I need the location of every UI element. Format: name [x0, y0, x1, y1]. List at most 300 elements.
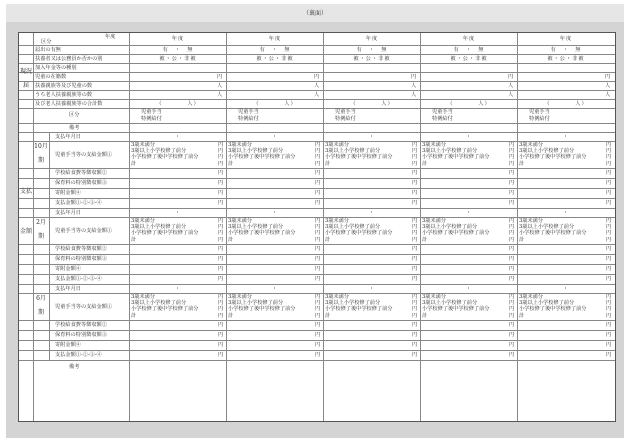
basic-line: 計 [228, 160, 234, 167]
basic-line: 小学校修了後中学校修了前分 [228, 154, 296, 161]
payment-label: 保育料の特別徴収額③ [55, 180, 107, 186]
amount-yen: 円 [606, 170, 612, 176]
basic-line: 3歳以上小学校修了前分 [422, 300, 478, 307]
basic-line: 計 [422, 312, 428, 319]
corner-top: 年度 [105, 34, 116, 40]
date-dot: ・ [562, 209, 570, 216]
amount-yen: 円 [412, 352, 418, 358]
date-dot: ・ [174, 133, 182, 140]
amount-yen: 円 [606, 342, 612, 348]
status-value: 人 [314, 82, 320, 89]
payment-label: 児童手当等の支給金額① [55, 303, 113, 310]
amount-yen: 円 [509, 352, 515, 358]
basic-line: 3歳未満分 [422, 218, 447, 224]
basic-yen: 円 [412, 300, 418, 307]
basic-yen: 円 [218, 294, 224, 300]
row-line-pay [19, 360, 615, 361]
col-sep [420, 33, 421, 421]
form-title: （裏面） [302, 10, 327, 17]
status-value: 人 [314, 91, 320, 98]
class-opt1: 児童手当 [335, 109, 356, 115]
basic-line: 3歳以上小学校修了前分 [228, 300, 284, 307]
basic-line: 3歳未満分 [422, 294, 447, 300]
basic-yen: 円 [315, 154, 321, 161]
payment-label: 学校給食費等徴収額② [55, 322, 107, 328]
basic-yen: 円 [315, 236, 321, 243]
amount-yen: 円 [509, 170, 515, 176]
basic-line: 3歳未満分 [422, 142, 447, 148]
status-value: 人 [217, 91, 223, 98]
amount-yen: 円 [218, 332, 224, 338]
basic-line: 3歳未満分 [325, 142, 350, 148]
status-value: 人 [605, 91, 611, 98]
amount-yen: 円 [509, 266, 515, 272]
status-label: 届出の有無 [35, 46, 61, 53]
class-opt2: 特例給付 [335, 116, 356, 122]
amount-yen: 円 [315, 246, 321, 252]
basic-line: 小学校修了後中学校修了前分 [422, 306, 490, 313]
date-dot: ・ [465, 133, 473, 140]
amount-yen: 円 [412, 170, 418, 176]
basic-yen: 円 [315, 148, 321, 155]
payment-label: 支払金額①-②-③-④ [55, 200, 102, 206]
status-value: 有 ・ 無 [356, 46, 388, 53]
amount-yen: 円 [412, 246, 418, 252]
basic-yen: 円 [315, 230, 321, 237]
basic-line: 小学校修了後中学校修了前分 [325, 154, 393, 161]
basic-line: 計 [131, 312, 137, 319]
class-opt2: 特例給付 [238, 116, 259, 122]
status-value: 円 [314, 73, 320, 80]
payment-label: 支払年月日 [55, 209, 81, 216]
basic-yen: 円 [315, 160, 321, 167]
basic-yen: 円 [412, 230, 418, 237]
class-opt1: 児童手当 [432, 109, 453, 115]
status-value: 被・公・非被 [547, 55, 585, 62]
class-opt1: 児童手当 [141, 109, 162, 115]
status-value: 被・公・非被 [256, 55, 294, 62]
amount-yen: 円 [606, 256, 612, 262]
basic-line: 3歳未満分 [131, 294, 156, 300]
period-header: 年度 [171, 36, 185, 42]
basic-yen: 円 [315, 224, 321, 231]
basic-line: 3歳未満分 [325, 294, 350, 300]
basic-yen: 円 [606, 300, 612, 307]
basic-yen: 円 [412, 236, 418, 243]
payment-label: 学校給食費等徴収額② [55, 170, 107, 176]
row-line-status [19, 108, 615, 109]
basic-yen: 円 [218, 224, 224, 231]
basic-yen: 円 [412, 306, 418, 313]
basic-line: 3歳以上小学校修了前分 [519, 300, 575, 307]
basic-line: 計 [325, 160, 331, 167]
status-value: 人 [411, 82, 417, 89]
basic-line: 小学校修了後中学校修了前分 [519, 306, 587, 313]
amount-yen: 円 [509, 256, 515, 262]
row-line-pay [19, 244, 615, 245]
amount-yen: 円 [218, 266, 224, 272]
payment-label: 児童手当等の支給金額① [55, 151, 113, 158]
status-value: 円 [411, 73, 417, 80]
basic-yen: 円 [218, 148, 224, 155]
month-label: 10月期 [34, 143, 48, 164]
payment-label: 支払年月日 [55, 285, 81, 292]
class-opt1: 児童手当 [238, 109, 259, 115]
basic-line: 3歳以上小学校修了前分 [131, 148, 187, 155]
basic-yen: 円 [606, 160, 612, 167]
col-sep-label [129, 33, 130, 421]
basic-yen: 円 [509, 306, 515, 313]
class-opt2: 特例給付 [141, 116, 162, 122]
basic-line: 3歳未満分 [519, 294, 544, 300]
period-header: 年度 [559, 36, 573, 42]
basic-yen: 円 [218, 306, 224, 313]
basic-yen: 円 [412, 312, 418, 319]
basic-line: 計 [519, 160, 525, 167]
status-value: 人 [411, 91, 417, 98]
basic-yen: 円 [509, 312, 515, 319]
date-dot: ・ [368, 285, 376, 292]
basic-yen: 円 [315, 300, 321, 307]
amount-yen: 円 [606, 276, 612, 282]
date-dot: ・ [368, 209, 376, 216]
basic-yen: 円 [509, 300, 515, 307]
amount-yen: 円 [218, 170, 224, 176]
row-line-class [19, 123, 615, 124]
basic-yen: 円 [412, 148, 418, 155]
basic-line: 小学校修了後中学校修了前分 [422, 154, 490, 161]
basic-yen: 円 [218, 160, 224, 167]
row-line-pay [19, 350, 615, 351]
basic-yen: 円 [412, 154, 418, 161]
basic-yen: 円 [315, 306, 321, 313]
basic-yen: 円 [315, 218, 321, 224]
row-line-pay [19, 340, 615, 341]
basic-line: 小学校修了後中学校修了前分 [228, 230, 296, 237]
row-line-pay [19, 178, 615, 179]
status-value: （ 人） [447, 100, 491, 107]
status-value: 人 [508, 82, 514, 89]
date-dot: ・ [174, 285, 182, 292]
basic-line: 3歳未満分 [228, 294, 253, 300]
basic-yen: 円 [509, 224, 515, 231]
amount-yen: 円 [606, 180, 612, 186]
status-value: 人 [605, 82, 611, 89]
basic-line: 計 [325, 312, 331, 319]
form-grid [18, 32, 616, 422]
payment-label: 保育料の特別徴収額③ [55, 332, 107, 338]
basic-yen: 円 [509, 160, 515, 167]
basic-line: 3歳未満分 [519, 142, 544, 148]
date-dot: ・ [271, 209, 279, 216]
amount-yen: 円 [315, 170, 321, 176]
row-line-pay [19, 274, 615, 275]
basic-line: 3歳以上小学校修了前分 [228, 148, 284, 155]
basic-line: 計 [422, 236, 428, 243]
corner-bottom: 区分 [41, 39, 52, 45]
month-label: 2月期 [36, 219, 46, 240]
status-value: （ 人） [544, 100, 588, 107]
period-header: 年度 [268, 36, 282, 42]
basic-line: 3歳以上小学校修了前分 [325, 148, 381, 155]
basic-yen: 円 [218, 154, 224, 161]
basic-yen: 円 [509, 218, 515, 224]
amount-yen: 円 [606, 200, 612, 206]
amount-yen: 円 [412, 256, 418, 262]
amount-yen: 円 [509, 190, 515, 196]
amount-yen: 円 [606, 246, 612, 252]
amount-yen: 円 [315, 266, 321, 272]
basic-yen: 円 [509, 142, 515, 148]
amount-yen: 円 [218, 276, 224, 282]
status-value: 人 [508, 91, 514, 98]
status-label: 扶養者又は公務員か否かの別 [35, 55, 103, 62]
payment-label: 寄附金額④ [55, 190, 81, 196]
row-line-pay [19, 320, 615, 321]
amount-yen: 円 [315, 256, 321, 262]
amount-yen: 円 [606, 352, 612, 358]
basic-yen: 円 [606, 312, 612, 319]
period-header: 年度 [462, 36, 476, 42]
basic-line: 小学校修了後中学校修了前分 [228, 306, 296, 313]
section-payment-label: 支払金額 [19, 188, 32, 235]
basic-line: 計 [519, 236, 525, 243]
amount-yen: 円 [315, 190, 321, 196]
amount-yen: 円 [509, 276, 515, 282]
amount-yen: 円 [315, 342, 321, 348]
basic-yen: 円 [509, 154, 515, 161]
amount-yen: 円 [606, 322, 612, 328]
basic-yen: 円 [606, 154, 612, 161]
date-dot: ・ [562, 285, 570, 292]
basic-yen: 円 [412, 218, 418, 224]
basic-yen: 円 [315, 312, 321, 319]
amount-yen: 円 [509, 180, 515, 186]
status-value: （ 人） [253, 100, 297, 107]
basic-line: 3歳以上小学校修了前分 [131, 300, 187, 307]
col-sep [226, 33, 227, 421]
amount-yen: 円 [315, 352, 321, 358]
payment-label: 支払金額①-②-③-④ [55, 276, 102, 282]
basic-line: 3歳未満分 [228, 142, 253, 148]
status-value: 被・公・非被 [450, 55, 488, 62]
basic-yen: 円 [315, 294, 321, 300]
basic-yen: 円 [509, 148, 515, 155]
date-dot: ・ [271, 133, 279, 140]
amount-yen: 円 [218, 322, 224, 328]
amount-yen: 円 [315, 332, 321, 338]
basic-yen: 円 [606, 148, 612, 155]
status-value: 有 ・ 無 [453, 46, 485, 53]
amount-yen: 円 [315, 322, 321, 328]
period-header: 年度 [365, 36, 379, 42]
payment-label: 学校給食費等徴収額② [55, 246, 107, 252]
basic-line: 3歳未満分 [519, 218, 544, 224]
payment-label: 支払年月日 [55, 133, 81, 140]
classification-label: 区分 [69, 112, 80, 118]
amount-yen: 円 [218, 190, 224, 196]
amount-yen: 円 [509, 332, 515, 338]
basic-line: 3歳未満分 [228, 218, 253, 224]
basic-line: 3歳以上小学校修了前分 [325, 300, 381, 307]
status-value: 円 [508, 73, 514, 80]
form-header [6, 4, 624, 22]
amount-yen: 円 [509, 322, 515, 328]
basic-yen: 円 [218, 312, 224, 319]
amount-yen: 円 [412, 266, 418, 272]
class-opt2: 特例給付 [529, 116, 550, 122]
status-value: 有 ・ 無 [550, 46, 582, 53]
basic-line: 小学校修了後中学校修了前分 [519, 154, 587, 161]
basic-line: 小学校修了後中学校修了前分 [131, 230, 199, 237]
date-dot: ・ [465, 285, 473, 292]
basic-yen: 円 [218, 142, 224, 148]
status-label: 加入年金等の種別 [35, 64, 77, 71]
basic-yen: 円 [218, 300, 224, 307]
basic-line: 小学校修了後中学校修了前分 [131, 306, 199, 313]
amount-yen: 円 [509, 200, 515, 206]
remarks-label: 備考 [69, 124, 80, 131]
amount-yen: 円 [412, 190, 418, 196]
status-label: 及び老人扶養親族等の合計数 [35, 100, 103, 107]
status-value: 有 ・ 無 [259, 46, 291, 53]
amount-yen: 円 [509, 246, 515, 252]
basic-line: 計 [519, 312, 525, 319]
basic-line: 計 [422, 160, 428, 167]
amount-yen: 円 [412, 322, 418, 328]
basic-line: 小学校修了後中学校修了前分 [131, 154, 199, 161]
amount-yen: 円 [315, 276, 321, 282]
amount-yen: 円 [509, 342, 515, 348]
payment-label: 保育料の特別徴収額③ [55, 256, 107, 262]
basic-line: 計 [228, 312, 234, 319]
basic-line: 小学校修了後中学校修了前分 [519, 230, 587, 237]
month-sep [49, 284, 50, 360]
basic-yen: 円 [412, 160, 418, 167]
class-opt2: 特例給付 [432, 116, 453, 122]
amount-yen: 円 [606, 332, 612, 338]
date-dot: ・ [562, 133, 570, 140]
basic-yen: 円 [606, 142, 612, 148]
amount-yen: 円 [218, 200, 224, 206]
basic-line: 計 [228, 236, 234, 243]
row-line-pay [19, 168, 615, 169]
amount-yen: 円 [315, 200, 321, 206]
col-sep [323, 33, 324, 421]
basic-yen: 円 [509, 294, 515, 300]
amount-yen: 円 [315, 180, 321, 186]
basic-line: 3歳未満分 [131, 142, 156, 148]
basic-line: 3歳以上小学校修了前分 [422, 224, 478, 231]
form-sheet [6, 4, 624, 438]
status-value: 被・公・非被 [353, 55, 391, 62]
date-dot: ・ [174, 209, 182, 216]
basic-line: 3歳以上小学校修了前分 [422, 148, 478, 155]
amount-yen: 円 [412, 276, 418, 282]
basic-line: 3歳以上小学校修了前分 [519, 148, 575, 155]
basic-line: 計 [325, 236, 331, 243]
basic-line: 3歳以上小学校修了前分 [325, 224, 381, 231]
basic-line: 3歳未満分 [131, 218, 156, 224]
row-line-pay [19, 198, 615, 199]
basic-yen: 円 [412, 224, 418, 231]
status-label: 扶養親族等及び児童の数 [35, 82, 93, 89]
basic-yen: 円 [218, 218, 224, 224]
basic-line: 小学校修了後中学校修了前分 [325, 230, 393, 237]
basic-yen: 円 [315, 142, 321, 148]
section-status-label: 現況届 [19, 68, 32, 89]
status-value: 円 [217, 73, 223, 80]
basic-line: 3歳未満分 [325, 218, 350, 224]
payment-label: 支払金額①-②-③-④ [55, 352, 102, 358]
basic-yen: 円 [412, 294, 418, 300]
row-line-pay [19, 254, 615, 255]
row-line-pay [19, 330, 615, 331]
amount-yen: 円 [218, 180, 224, 186]
basic-yen: 円 [412, 142, 418, 148]
amount-yen: 円 [606, 266, 612, 272]
class-opt1: 児童手当 [529, 109, 550, 115]
col-sep [517, 33, 518, 421]
amount-yen: 円 [218, 256, 224, 262]
amount-yen: 円 [412, 342, 418, 348]
month-label: 6月期 [36, 295, 46, 316]
row-line-pay [19, 264, 615, 265]
basic-line: 計 [131, 236, 137, 243]
status-label: 児童の在籍数 [35, 73, 67, 80]
basic-yen: 円 [606, 294, 612, 300]
payment-label: 寄附金額④ [55, 342, 81, 348]
amount-yen: 円 [412, 180, 418, 186]
bottom-remarks-label: 備考 [69, 364, 80, 370]
amount-yen: 円 [412, 332, 418, 338]
basic-yen: 円 [218, 236, 224, 243]
status-value: 人 [217, 82, 223, 89]
status-value: （ 人） [156, 100, 200, 107]
row-line-pay [19, 188, 615, 189]
basic-yen: 円 [606, 230, 612, 237]
basic-yen: 円 [606, 306, 612, 313]
basic-yen: 円 [606, 236, 612, 243]
basic-line: 3歳以上小学校修了前分 [519, 224, 575, 231]
basic-yen: 円 [218, 230, 224, 237]
basic-line: 小学校修了後中学校修了前分 [325, 306, 393, 313]
amount-yen: 円 [218, 352, 224, 358]
basic-yen: 円 [606, 224, 612, 231]
basic-line: 3歳以上小学校修了前分 [131, 224, 187, 231]
status-label: うち老人扶養親族等の数 [35, 91, 93, 98]
basic-line: 計 [131, 160, 137, 167]
status-value: 円 [605, 73, 611, 80]
basic-yen: 円 [509, 230, 515, 237]
basic-yen: 円 [509, 236, 515, 243]
amount-yen: 円 [606, 190, 612, 196]
payment-label: 児童手当等の支給金額① [55, 227, 113, 234]
status-value: 有 ・ 無 [162, 46, 194, 53]
basic-line: 3歳以上小学校修了前分 [228, 224, 284, 231]
status-value: 被・公・非被 [159, 55, 197, 62]
amount-yen: 円 [218, 246, 224, 252]
date-dot: ・ [368, 133, 376, 140]
status-value: （ 人） [350, 100, 394, 107]
payment-label: 寄附金額④ [55, 266, 81, 272]
month-sep [49, 132, 50, 208]
row-line-status [19, 63, 615, 64]
amount-yen: 円 [218, 342, 224, 348]
month-sep [49, 208, 50, 284]
amount-yen: 円 [412, 200, 418, 206]
date-dot: ・ [271, 285, 279, 292]
